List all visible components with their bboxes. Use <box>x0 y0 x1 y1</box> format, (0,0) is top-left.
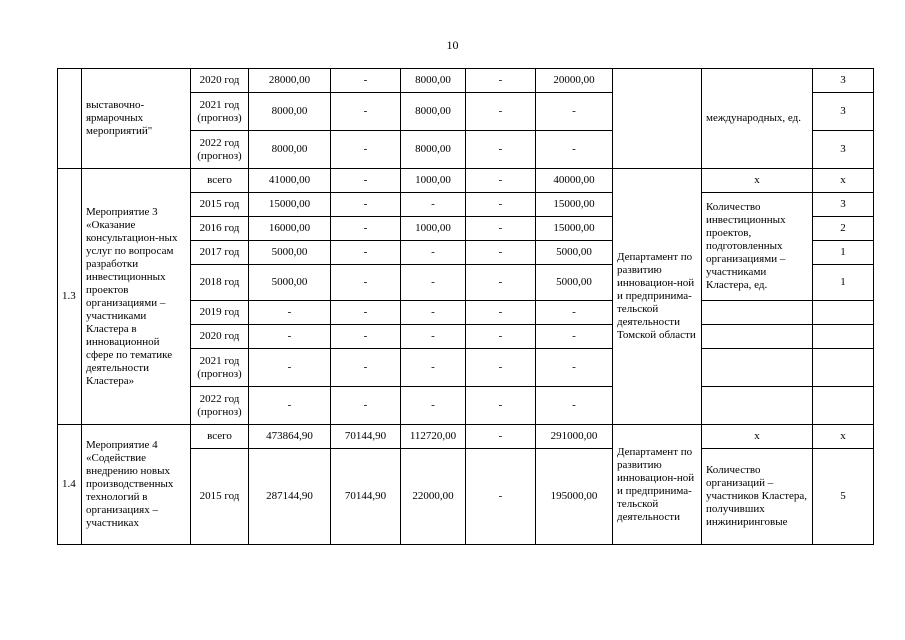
total-cell: - <box>249 301 331 325</box>
indicator-cell <box>702 301 813 325</box>
local-cell: - <box>466 241 536 265</box>
year-cell: 2020 год <box>191 69 249 93</box>
year-cell: 2021 год (прогноз) <box>191 93 249 131</box>
extrabudget-cell: 40000,00 <box>536 169 613 193</box>
indicator-value <box>813 301 874 325</box>
index-cell <box>58 69 82 169</box>
regional-cell: 8000,00 <box>401 69 466 93</box>
federal-cell: - <box>331 131 401 169</box>
extrabudget-cell: 291000,00 <box>536 425 613 449</box>
indicator-cell <box>702 325 813 349</box>
year-cell: 2016 год <box>191 217 249 241</box>
regional-cell: - <box>401 301 466 325</box>
extrabudget-cell: 15000,00 <box>536 217 613 241</box>
regional-cell: - <box>401 241 466 265</box>
regional-cell: 1000,00 <box>401 217 466 241</box>
federal-cell: - <box>331 217 401 241</box>
regional-cell: - <box>401 349 466 387</box>
local-cell: - <box>466 387 536 425</box>
year-cell: 2022 год (прогноз) <box>191 387 249 425</box>
indicator-value: 5 <box>813 449 874 545</box>
total-cell: 5000,00 <box>249 241 331 265</box>
regional-cell: 112720,00 <box>401 425 466 449</box>
table-row <box>58 169 874 193</box>
extrabudget-cell: 15000,00 <box>536 193 613 217</box>
year-cell: 2015 год <box>191 193 249 217</box>
indicator-value: 3 <box>813 131 874 169</box>
federal-cell: - <box>331 265 401 301</box>
extrabudget-cell: 5000,00 <box>536 241 613 265</box>
extrabudget-cell: - <box>536 349 613 387</box>
local-cell: - <box>466 193 536 217</box>
local-cell: - <box>466 349 536 387</box>
index-cell: 1.3 <box>58 169 82 425</box>
indicator-value: х <box>813 169 874 193</box>
federal-cell: - <box>331 241 401 265</box>
regional-cell: - <box>401 193 466 217</box>
federal-cell: - <box>331 169 401 193</box>
total-cell: 8000,00 <box>249 93 331 131</box>
regional-cell: - <box>401 325 466 349</box>
year-cell: 2022 год (прогноз) <box>191 131 249 169</box>
federal-cell: - <box>331 325 401 349</box>
federal-cell: - <box>331 301 401 325</box>
year-cell: 2019 год <box>191 301 249 325</box>
table-row <box>58 69 874 93</box>
regional-cell: - <box>401 265 466 301</box>
program-measures-table <box>57 68 874 545</box>
measure-name: выставочно-ярмарочных мероприятий" <box>82 69 191 169</box>
indicator-value: х <box>813 425 874 449</box>
extrabudget-cell: - <box>536 131 613 169</box>
year-cell: всего <box>191 169 249 193</box>
federal-cell: 70144,90 <box>331 425 401 449</box>
total-cell: - <box>249 387 331 425</box>
indicator-cell <box>702 387 813 425</box>
total-cell: 15000,00 <box>249 193 331 217</box>
executor-cell <box>613 69 702 169</box>
year-cell: 2020 год <box>191 325 249 349</box>
total-cell: 16000,00 <box>249 217 331 241</box>
measure-name: Мероприятие 4 «Содействие внедрению новых производственных технологий в организациях – участниках <box>82 425 191 545</box>
total-cell: - <box>249 349 331 387</box>
year-cell: 2015 год <box>191 449 249 545</box>
table-row <box>58 425 874 449</box>
local-cell: - <box>466 169 536 193</box>
total-cell: 28000,00 <box>249 69 331 93</box>
extrabudget-cell: 195000,00 <box>536 449 613 545</box>
measure-name: Мероприятие 3 «Оказание консультацион-ных услуг по вопросам разработки инвестиционных проектов организациями – участниками Кластера в инновационной сфере по тематике деятельности Кластера» <box>82 169 191 425</box>
indicator-x-cell: х <box>702 425 813 449</box>
regional-cell: 8000,00 <box>401 131 466 169</box>
extrabudget-cell: 20000,00 <box>536 69 613 93</box>
indicator-value: 1 <box>813 241 874 265</box>
total-cell: 287144,90 <box>249 449 331 545</box>
extrabudget-cell: 5000,00 <box>536 265 613 301</box>
year-cell: всего <box>191 425 249 449</box>
index-cell: 1.4 <box>58 425 82 545</box>
local-cell: - <box>466 93 536 131</box>
total-cell: 5000,00 <box>249 265 331 301</box>
indicator-cell: Количество организаций – участников Кластера, получивших инжиниринговые <box>702 449 813 545</box>
extrabudget-cell: - <box>536 325 613 349</box>
extrabudget-cell: - <box>536 387 613 425</box>
total-cell: - <box>249 325 331 349</box>
indicator-value: 3 <box>813 193 874 217</box>
local-cell: - <box>466 265 536 301</box>
indicator-value: 3 <box>813 69 874 93</box>
indicator-value: 2 <box>813 217 874 241</box>
regional-cell: 8000,00 <box>401 93 466 131</box>
indicator-value <box>813 325 874 349</box>
regional-cell: - <box>401 387 466 425</box>
indicator-cell: международных, ед. <box>702 69 813 169</box>
local-cell: - <box>466 69 536 93</box>
federal-cell: - <box>331 69 401 93</box>
extrabudget-cell: - <box>536 301 613 325</box>
page-number: 10 <box>446 38 459 52</box>
indicator-cell <box>702 349 813 387</box>
local-cell: - <box>466 301 536 325</box>
local-cell: - <box>466 449 536 545</box>
indicator-value: 1 <box>813 265 874 301</box>
federal-cell: 70144,90 <box>331 449 401 545</box>
federal-cell: - <box>331 387 401 425</box>
indicator-value <box>813 349 874 387</box>
year-cell: 2021 год (прогноз) <box>191 349 249 387</box>
indicator-x-cell: х <box>702 169 813 193</box>
total-cell: 8000,00 <box>249 131 331 169</box>
local-cell: - <box>466 131 536 169</box>
executor-cell: Департамент по развитию инновацион-ной и предпринима-тельской деятельности <box>613 425 702 545</box>
regional-cell: 22000,00 <box>401 449 466 545</box>
federal-cell: - <box>331 193 401 217</box>
total-cell: 41000,00 <box>249 169 331 193</box>
indicator-value: 3 <box>813 93 874 131</box>
federal-cell: - <box>331 93 401 131</box>
total-cell: 473864,90 <box>249 425 331 449</box>
local-cell: - <box>466 217 536 241</box>
regional-cell: 1000,00 <box>401 169 466 193</box>
federal-cell: - <box>331 349 401 387</box>
year-cell: 2017 год <box>191 241 249 265</box>
year-cell: 2018 год <box>191 265 249 301</box>
local-cell: - <box>466 325 536 349</box>
executor-cell: Департамент по развитию инновацион-ной и предпринима-тельской деятельности Томской области <box>613 169 702 425</box>
local-cell: - <box>466 425 536 449</box>
indicator-value <box>813 387 874 425</box>
indicator-cell: Количество инвестиционных проектов, подготовленных организациями – участниками Кластера, ед. <box>702 193 813 301</box>
extrabudget-cell: - <box>536 93 613 131</box>
